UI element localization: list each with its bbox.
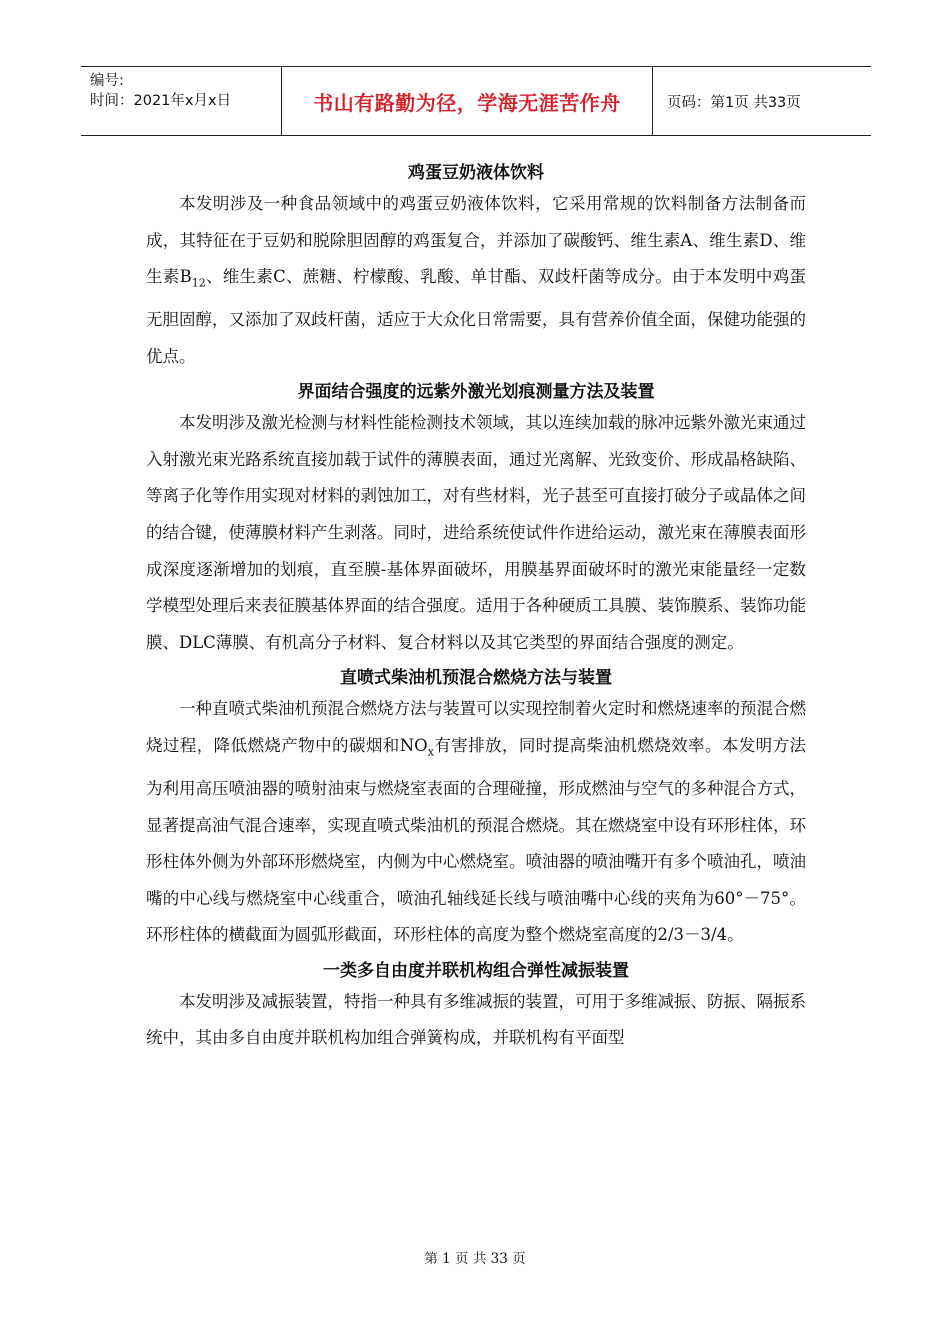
- paragraph-text: 本发明涉及一种食品领域中的鸡蛋豆奶液体饮料，它采用常规的饮料制备方法制备而成，其特征在于豆奶和脱除胆固醇的鸡蛋复合，并添加了碳酸钙、维生素A、维生素D、维生素B: [146, 194, 806, 287]
- section-title: 一类多自由度并联机构组合弹性减振装置: [323, 960, 629, 981]
- paragraph-text: 有害排放，同时提高柴油机燃烧效率。本发明方法为利用高压喷油器的喷射油束与燃烧室表面的合理碰撞，形成燃油与空气的多种混合方式，显著提高油气混合速率，实现直喷式柴油机的预混合燃烧。其在燃烧室中设有环形柱体，环形柱体外侧为外部环形燃烧室，内侧为中心燃烧室。喷油器的喷油嘴开有多个喷油孔，喷油嘴的中心线与燃烧室中心线重合，喷油孔轴线延长线与喷油嘴中心线的夹角为60°－75°。环形柱体的横截面为圆弧形截面，环形柱体的高度为整个燃烧室高度的2/3－3/4。: [146, 736, 807, 945]
- date-label: 时间：2021年x月x日: [90, 93, 232, 109]
- section-egg-soymilk: [146, 160, 806, 375]
- header-page-info: [653, 67, 871, 135]
- page-header: [81, 66, 871, 136]
- page-footer: [0, 1247, 950, 1267]
- paragraph-text: 一种直喷式柴油机预混合燃烧方法与装置可以实现控制着火定时和燃烧速率的预混合燃烧过程，降低燃烧产物中的碳烟和NO: [146, 699, 806, 756]
- section-title: 鸡蛋豆奶液体饮料: [408, 163, 544, 183]
- section-vibration-damping: [146, 958, 806, 1057]
- section-diesel-combustion: [146, 665, 806, 953]
- section-title: 直喷式柴油机预混合燃烧方法与装置: [340, 668, 612, 689]
- subscript: 12: [191, 276, 206, 290]
- section-paragraph: [146, 691, 806, 953]
- section-paragraph: 本发明涉及激光检测与材料性能检测技术领域，其以连续加载的脉冲远紫外激光束通过入射激光束光路系统直接加载于试件的薄膜表面，通过光离解、光致变价、形成晶格缺陷、等离子化等作用实现对材料的剥蚀加工，对有些材料，光子甚至可直接打破分子或晶体之间的结合键，使薄膜材料产生剥落。同时，进给系统使试件作进给运动，激光束在薄膜表面形成深度逐渐增加的划痕，直至膜-基体界面破坏，用膜基界面破坏时的激光束能量经一定数学模型处理后来表征膜基体界面的结合强度。适用于各种硬质工具膜、装饰膜系、装饰功能膜、DLC薄膜、有机高分子材料、复合材料以及其它类型的界面结合强度的测定。: [146, 413, 806, 652]
- paragraph-text: 、维生素C、蔗糖、柠檬酸、乳酸、单甘酯、双歧杆菌等成分。由于本发明中鸡蛋无胆固醇，又添加了双歧杆菌，适应于大众化日常需要，具有营养价值全面，保健功能强的优点。: [146, 267, 806, 366]
- section-title: 界面结合强度的远紫外激光划痕测量方法及装置: [297, 382, 655, 403]
- header-motto-cell: [282, 67, 653, 135]
- section-paragraph: 本发明涉及减振装置，特指一种具有多维减振的装置，可用于多维减振、防振、隔振系统中，其由多自由度并联机构加组合弹簧构成，并联机构有平面型: [146, 991, 806, 1048]
- section-laser-scratch: [146, 379, 806, 661]
- section-paragraph: [146, 186, 806, 375]
- serial-label: 编号:: [90, 73, 124, 89]
- page-info: 页码：第1页 共33页: [667, 94, 801, 111]
- document-body: [146, 160, 806, 1061]
- subscript: x: [427, 745, 434, 759]
- motto: 书山有路勤为径，学海无涯苦作舟: [313, 90, 621, 115]
- footer-page-number: 第 1 页 共 33 页: [424, 1251, 526, 1267]
- header-meta: [81, 67, 282, 135]
